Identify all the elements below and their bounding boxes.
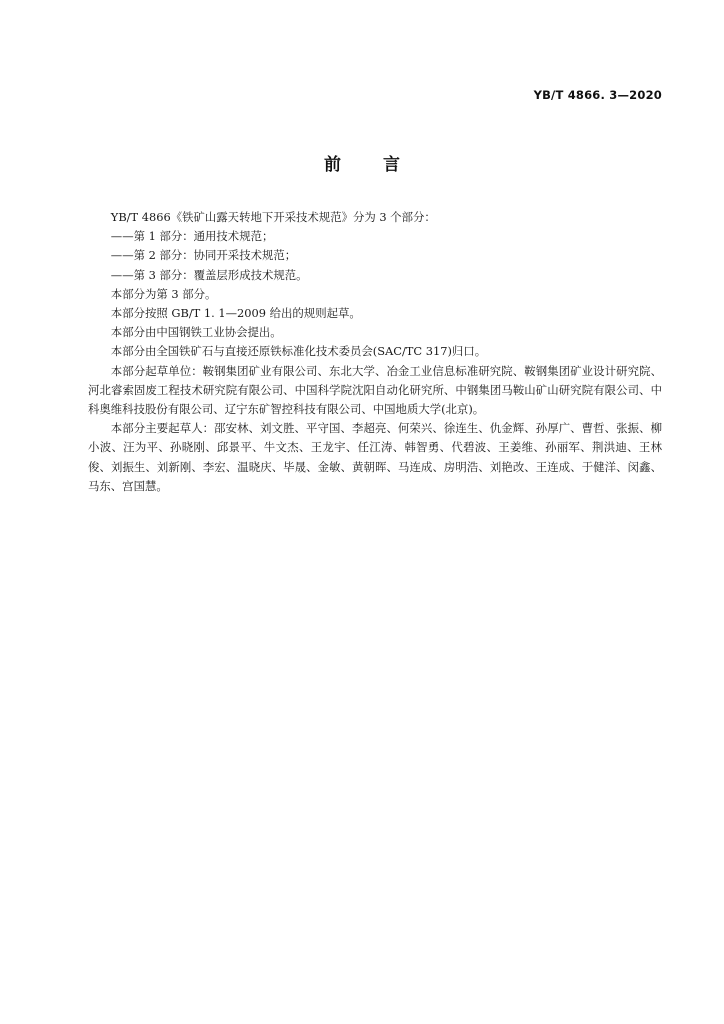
paragraph-this-part: 本部分为第 3 部分。: [110, 286, 217, 301]
list-item-part-1: ——第 1 部分：通用技术规范；: [110, 229, 274, 244]
paragraph-main-drafters: 本部分主要起草人：邵安林、刘文胜、平守国、李超亮、何荣兴、徐连生、仇金辉、孙厚广、曹哲、张振、柳小波、汪为平、孙晓刚、邱景平、牛文杰、王龙宇、任江涛、韩智勇、代碧波、王姜维、孙丽军、荆洪迪、王林俊、刘振生、刘新刚、李宏、温晓庆、毕晟、金敏、黄朝晖、马连成、房明浩、刘艳改、王连成、于健洋、闵鑫、马东、宫国慧。: [88, 421, 662, 493]
paragraph-drafting-units: 本部分起草单位：鞍钢集团矿业有限公司、东北大学、冶金工业信息标准研究院、鞍钢集团矿业设计研究院、河北睿索固废工程技术研究院有限公司、中国科学院沈阳自动化研究所、中钢集团马鞍山矿山研究院有限公司、中科奥维科技股份有限公司、辽宁东矿智控科技有限公司、中国地质大学(北京)。: [88, 363, 662, 417]
paragraph-drafting-rules: 本部分按照 GB/T 1. 1—2009 给出的规则起草。: [110, 306, 361, 321]
preface-body: [88, 208, 662, 496]
paragraph-proposed-by: 本部分由中国钢铁工业协会提出。: [110, 325, 282, 340]
paragraph-parts-intro: YB/T 4866《铁矿山露天转地下开采技术规范》分为 3 个部分：: [110, 210, 436, 224]
paragraph-under-jurisdiction: 本部分由全国铁矿石与直接还原铁标准化技术委员会(SAC/TC 317)归口。: [110, 344, 487, 359]
list-item-part-2: ——第 2 部分：协同开采技术规范；: [110, 248, 297, 263]
page-title: 前言: [324, 155, 442, 175]
list-item-part-3: ——第 3 部分：覆盖层形成技术规范。: [110, 267, 308, 282]
standard-number: YB/T 4866. 3—2020: [533, 88, 662, 102]
